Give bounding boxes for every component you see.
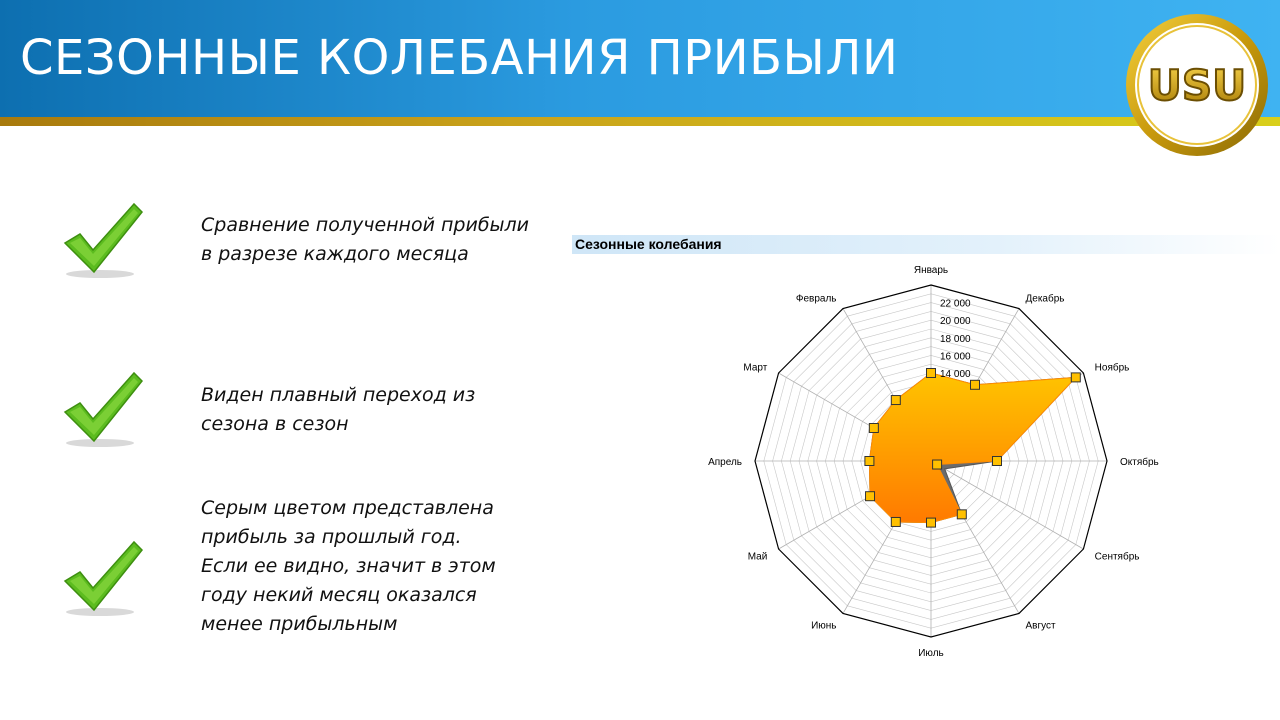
chart-title-bar xyxy=(572,235,1280,254)
data-point-marker xyxy=(957,510,966,519)
data-point-marker xyxy=(865,457,874,466)
data-point-marker xyxy=(891,517,900,526)
axis-tick-label: 18 000 xyxy=(940,333,971,345)
month-label: Февраль xyxy=(795,293,837,305)
axis-tick-label: 14 000 xyxy=(940,369,971,380)
month-label: Июль xyxy=(918,648,944,659)
data-point-marker xyxy=(891,396,900,405)
usu-logo xyxy=(1124,12,1270,158)
month-label: Март xyxy=(743,362,768,374)
data-point-marker xyxy=(993,457,1002,466)
data-point-marker xyxy=(927,518,936,527)
checkmark-icon xyxy=(60,369,146,449)
header-stripe xyxy=(0,117,1280,126)
month-label: Апрель xyxy=(708,457,742,468)
page-title: СЕЗОННЫЕ КОЛЕБАНИЯ ПРИБЫЛИ xyxy=(20,30,899,86)
month-label: Ноябрь xyxy=(1094,362,1130,374)
bullet-text-1: Сравнение полученной прибыли в разрезе каждого месяца xyxy=(201,214,530,265)
data-point-marker xyxy=(927,369,936,378)
bullet-text-2: Виден плавный переход из сезона в сезон xyxy=(201,384,476,435)
chart-title: Сезонные колебания xyxy=(575,236,722,252)
axis-tick-label: 22 000 xyxy=(940,298,971,310)
axis-tick-label: 20 000 xyxy=(940,316,971,328)
data-point-marker xyxy=(869,424,878,433)
data-point-marker xyxy=(971,380,980,389)
data-point-marker xyxy=(933,460,942,469)
month-label: Январь xyxy=(913,265,949,276)
month-label: Август xyxy=(1025,620,1056,632)
checkmark-icon xyxy=(60,200,146,280)
month-label: Июнь xyxy=(811,620,837,632)
axis-tick-label: 16 000 xyxy=(940,351,971,363)
radar-chart xyxy=(700,262,1170,662)
data-point-marker xyxy=(1071,373,1080,382)
checkmark-icon xyxy=(60,538,146,618)
month-label: Май xyxy=(747,551,768,563)
month-label: Сентябрь xyxy=(1094,551,1140,563)
logo-text: USU xyxy=(1147,61,1247,110)
month-label: Декабрь xyxy=(1025,293,1065,305)
month-label: Октябрь xyxy=(1120,457,1159,468)
bullet-text-3: Серым цветом представлена прибыль за прошлый год. Если ее видно, значит в этом году некий месяц оказался менее прибыльным xyxy=(201,497,496,635)
data-point-marker xyxy=(866,492,875,501)
